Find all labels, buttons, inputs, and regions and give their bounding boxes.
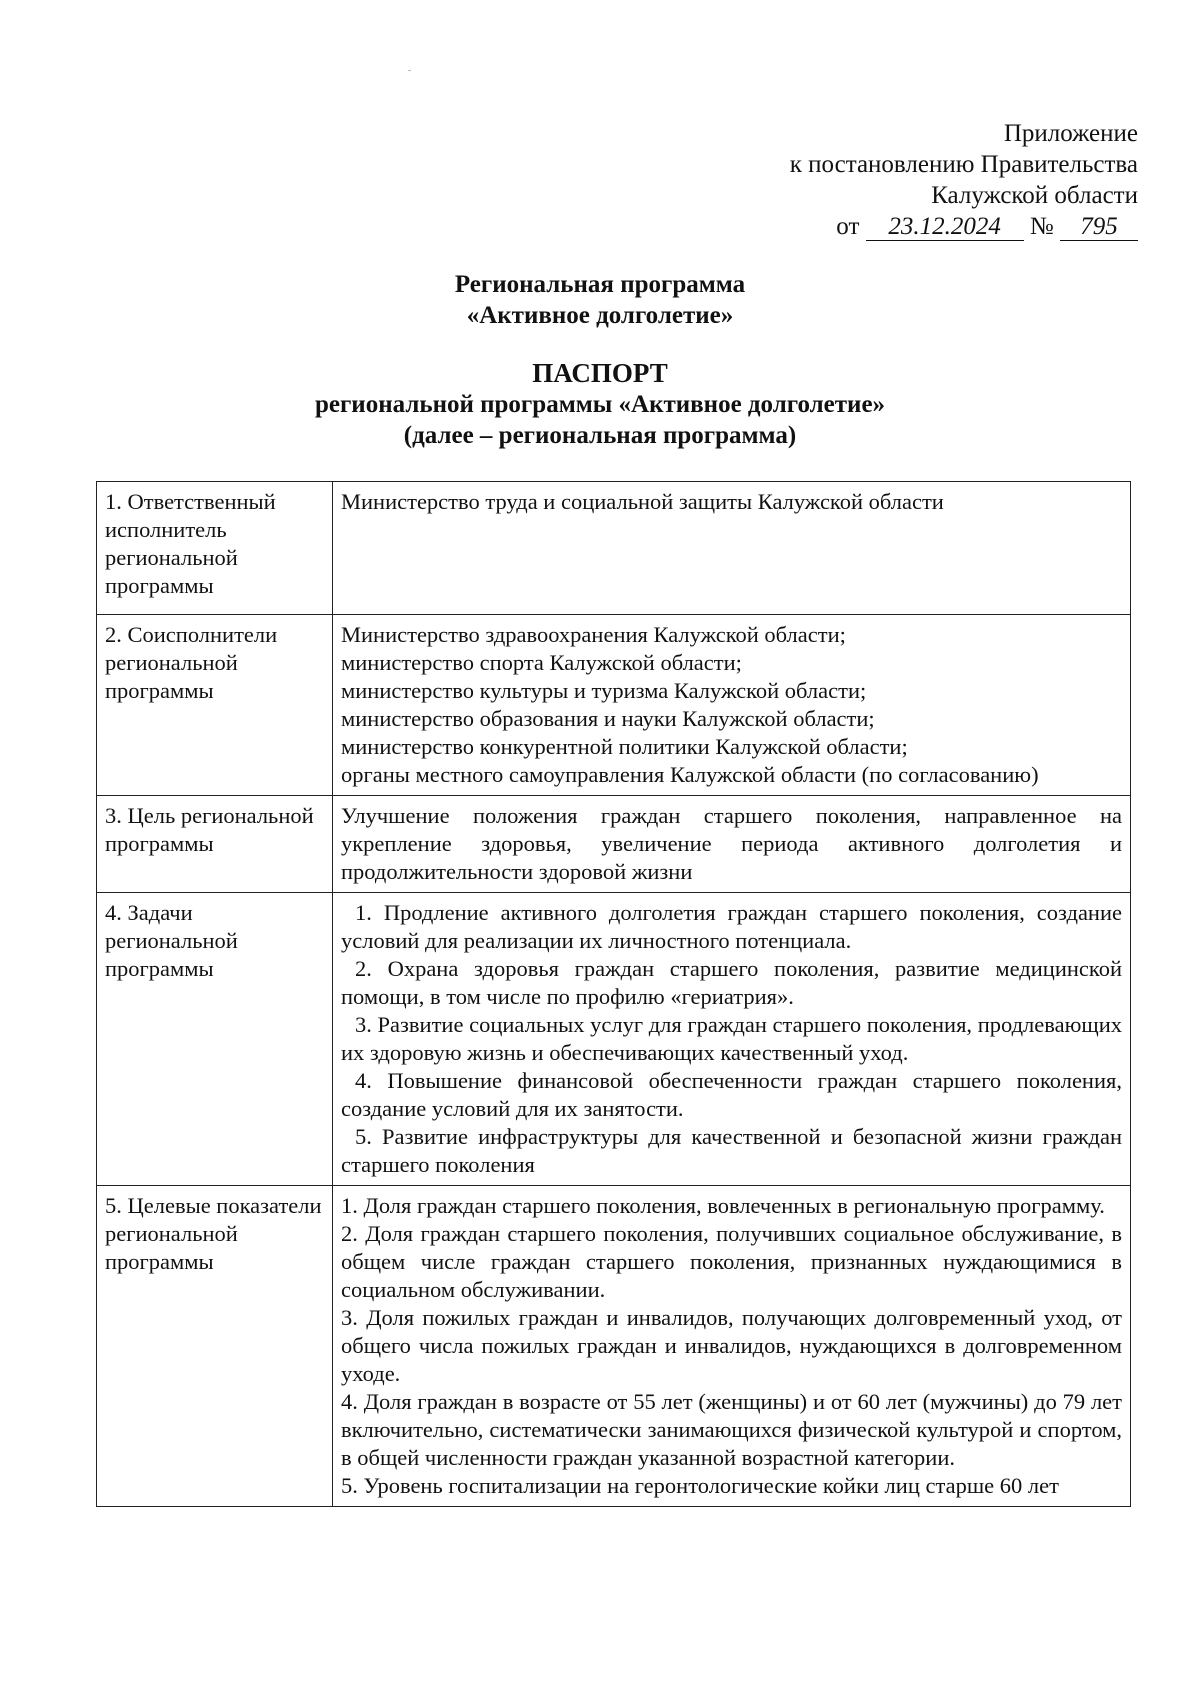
value-line: 3. Доля пожилых граждан и инвалидов, получающих долговременный уход, от общего числа пожилых граждан и инвалидов, нуждающихся в долговременном уходе. (341, 1305, 1122, 1386)
table-row (97, 893, 1131, 1186)
value-line: министерство образования и науки Калужской области; (341, 706, 875, 731)
value-line: министерство конкурентной политики Калужской области; (341, 734, 908, 759)
value-line: 5. Уровень госпитализации на геронтологические койки лиц старше 60 лет (341, 1473, 1059, 1498)
number-prefix: № (1029, 213, 1054, 240)
appendix-date-number (790, 211, 1138, 242)
value-line: 2. Охрана здоровья граждан старшего поколения, развитие медицинской помощи, в том числе по профилю «гериатрия». (341, 956, 1122, 1009)
program-title-line1: Региональная программа (454, 271, 746, 298)
value-line: 3. Развитие социальных услуг для граждан старшего поколения, продлевающих их здоровую жизнь и обеспечивающих качественный уход. (341, 1012, 1122, 1065)
row-label: 4. Задачи региональной программы (97, 893, 333, 1186)
resolution-date: 23.12.2024 (866, 214, 1024, 241)
value-line: 2. Доля граждан старшего поколения, получивших социальное обслуживание, в общем числе граждан старшего поколения, признанных нуждающимися в социальном обслуживании. (341, 1221, 1122, 1302)
value-line: министерство культуры и туризма Калужской области; (341, 678, 867, 703)
passport-subtitle1: региональной программы «Активное долголетие» (314, 391, 886, 418)
table-row (97, 615, 1131, 796)
row-label: 1. Ответственный исполнитель региональной программы (97, 482, 333, 615)
value-line: 5. Развитие инфраструктуры для качественной и безопасной жизни граждан старшего поколения (341, 1124, 1122, 1177)
row-label: 5. Целевые показатели региональной программы (97, 1186, 333, 1507)
program-title (0, 269, 1200, 331)
table-row (97, 1186, 1131, 1507)
value-line: 1. Продление активного долголетия граждан старшего поколения, создание условий для реализации их личностного потенциала. (341, 900, 1122, 953)
passport-title (0, 358, 1200, 451)
appendix-resolution: к постановлению Правительства (789, 151, 1138, 178)
value-line: Улучшение положения граждан старшего поколения, направленное на укрепление здоровья, увеличение периода активного долголетия и продолжительности здоровой жизни (341, 803, 1122, 884)
row-label: 3. Цель региональной программы (97, 796, 333, 893)
row-value (333, 482, 1131, 615)
passport-subtitle2: (далее – региональная программа) (403, 422, 797, 449)
scan-speck (408, 70, 411, 71)
table-row (97, 482, 1131, 615)
program-title-line2: «Активное долголетие» (466, 302, 734, 329)
resolution-number: 795 (1060, 214, 1138, 241)
row-value (333, 893, 1131, 1186)
row-value (333, 796, 1131, 893)
value-line: Министерство труда и социальной защиты Калужской области (341, 489, 944, 514)
row-value (333, 615, 1131, 796)
appendix-label: Приложение (1003, 120, 1138, 147)
passport-table (96, 481, 1131, 1507)
row-value (333, 1186, 1131, 1507)
appendix-region: Калужской области (931, 182, 1138, 209)
value-line: органы местного самоуправления Калужской области (по согласованию) (341, 762, 1039, 787)
value-line: Министерство здравоохранения Калужской области; (341, 622, 846, 647)
value-line: министерство спорта Калужской области; (341, 650, 742, 675)
date-prefix: от (836, 213, 860, 240)
value-line: 1. Доля граждан старшего поколения, вовлеченных в региональную программу. (341, 1193, 1105, 1218)
table-row (97, 796, 1131, 893)
value-line: 4. Повышение финансовой обеспеченности граждан старшего поколения, создание условий для их занятости. (341, 1068, 1122, 1121)
row-label: 2. Соисполнители региональной программы (97, 615, 333, 796)
appendix-header (790, 118, 1138, 242)
value-line: 4. Доля граждан в возрасте от 55 лет (женщины) и от 60 лет (мужчины) до 79 лет включительно, систематически занимающихся физической культурой и спортом, в общей численности граждан указанной возрастной категории. (341, 1389, 1122, 1470)
passport-heading: ПАСПОРТ (532, 358, 668, 388)
